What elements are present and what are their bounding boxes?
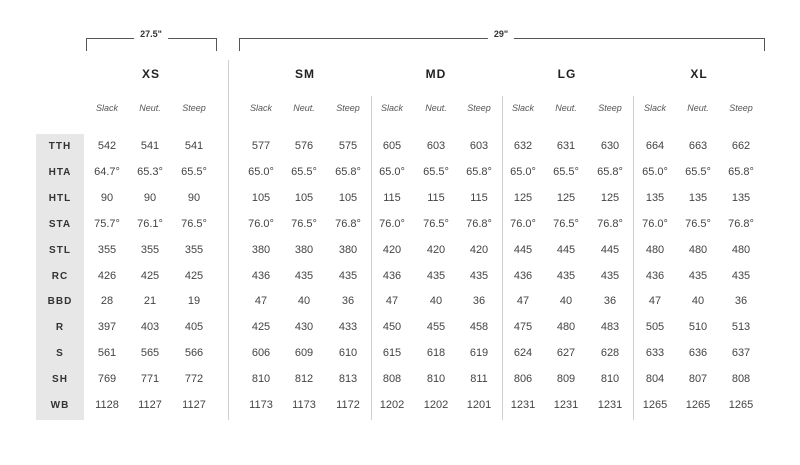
table-cell: 631 xyxy=(556,140,576,152)
table-cell: 808 xyxy=(382,373,402,386)
table-cell: 76.5° xyxy=(291,217,317,230)
table-cell: 135 xyxy=(688,191,708,204)
table-cell: 47 xyxy=(385,295,399,308)
table-cell: 380 xyxy=(294,243,314,256)
setting-header: Steep xyxy=(336,103,360,113)
table-cell: 1265 xyxy=(642,399,668,411)
table-cell: 21 xyxy=(143,295,157,308)
table-cell: 75.7° xyxy=(94,217,120,230)
table-cell: 64.7° xyxy=(94,165,120,178)
table-cell: 609 xyxy=(294,347,314,360)
table-cell: 430 xyxy=(294,321,314,334)
table-cell: 542 xyxy=(97,140,117,152)
size-header: MD xyxy=(425,67,447,81)
table-cell: 627 xyxy=(556,347,576,360)
table-cell: 480 xyxy=(688,243,708,256)
size-header: XL xyxy=(690,67,708,81)
row-label: S xyxy=(56,348,64,360)
wheel-divider xyxy=(228,60,229,420)
table-cell: 435 xyxy=(469,269,489,282)
table-cell: 40 xyxy=(429,295,443,308)
table-cell: 435 xyxy=(294,269,314,282)
table-cell: 619 xyxy=(469,347,489,360)
table-cell: 425 xyxy=(251,321,271,334)
table-cell: 505 xyxy=(645,321,665,334)
table-cell: 135 xyxy=(731,191,751,204)
table-cell: 115 xyxy=(470,191,488,204)
row-label: HTA xyxy=(48,166,72,178)
table-cell: 771 xyxy=(140,373,160,386)
table-cell: 480 xyxy=(645,243,665,256)
size-header: SM xyxy=(295,67,315,81)
row-label: R xyxy=(55,322,65,334)
table-cell: 450 xyxy=(382,321,402,334)
table-cell: 65.3° xyxy=(137,165,163,178)
setting-header: Neut. xyxy=(555,103,577,113)
table-cell: 125 xyxy=(600,191,620,204)
table-cell: 76.8° xyxy=(597,217,623,230)
table-cell: 445 xyxy=(513,243,533,256)
table-cell: 445 xyxy=(600,243,620,256)
table-cell: 565 xyxy=(140,347,160,360)
table-cell: 561 xyxy=(97,347,117,360)
table-cell: 813 xyxy=(338,373,358,386)
table-cell: 40 xyxy=(297,295,311,308)
table-cell: 605 xyxy=(382,140,402,152)
table-cell: 420 xyxy=(469,243,489,256)
table-cell: 65.8° xyxy=(597,165,623,178)
table-cell: 483 xyxy=(600,321,620,334)
table-cell: 76.5° xyxy=(553,217,579,230)
table-cell: 47 xyxy=(648,295,662,308)
table-cell: 405 xyxy=(184,321,204,334)
table-cell: 105 xyxy=(338,191,358,204)
table-cell: 420 xyxy=(382,243,402,256)
table-cell: 90 xyxy=(187,191,201,204)
table-cell: 65.0° xyxy=(510,165,536,178)
table-cell: 436 xyxy=(382,269,402,282)
table-cell: 445 xyxy=(556,243,576,256)
size-header: LG xyxy=(557,67,577,81)
table-cell: 637 xyxy=(731,347,751,360)
table-cell: 610 xyxy=(338,347,358,360)
table-cell: 76.5° xyxy=(685,217,711,230)
table-cell: 435 xyxy=(731,269,751,282)
table-cell: 397 xyxy=(97,321,117,334)
table-cell: 90 xyxy=(100,191,114,204)
table-cell: 435 xyxy=(600,269,620,282)
table-cell: 36 xyxy=(603,295,617,308)
row-label: BBD xyxy=(47,296,73,308)
table-cell: 811 xyxy=(470,373,488,386)
size-header: XS xyxy=(141,67,161,81)
table-cell: 40 xyxy=(691,295,705,308)
table-cell: 76.0° xyxy=(642,217,668,230)
table-cell: 1231 xyxy=(597,399,623,411)
table-cell: 433 xyxy=(338,321,358,334)
table-cell: 769 xyxy=(97,373,117,386)
table-cell: 809 xyxy=(556,373,576,386)
table-cell: 425 xyxy=(184,269,204,282)
table-cell: 355 xyxy=(184,243,204,256)
table-cell: 807 xyxy=(688,373,708,386)
table-cell: 664 xyxy=(645,140,665,152)
table-cell: 76.5° xyxy=(423,217,449,230)
row-label: STA xyxy=(48,218,72,230)
table-cell: 630 xyxy=(600,140,620,152)
table-cell: 663 xyxy=(688,140,708,152)
table-cell: 65.5° xyxy=(553,165,579,178)
table-cell: 615 xyxy=(382,347,402,360)
table-cell: 603 xyxy=(426,140,446,152)
table-cell: 810 xyxy=(426,373,446,386)
table-cell: 436 xyxy=(645,269,665,282)
bracket-27-5 xyxy=(86,38,217,51)
table-cell: 435 xyxy=(688,269,708,282)
table-cell: 65.5° xyxy=(181,165,207,178)
table-cell: 47 xyxy=(516,295,530,308)
table-cell: 576 xyxy=(294,140,314,152)
table-cell: 618 xyxy=(426,347,446,360)
table-cell: 76.1° xyxy=(137,217,163,230)
table-cell: 810 xyxy=(251,373,271,386)
table-cell: 65.8° xyxy=(728,165,754,178)
table-cell: 1172 xyxy=(336,399,360,411)
row-label: TTH xyxy=(48,141,72,152)
table-cell: 47 xyxy=(254,295,268,308)
table-cell: 65.8° xyxy=(335,165,361,178)
table-cell: 40 xyxy=(559,295,573,308)
table-cell: 480 xyxy=(731,243,751,256)
row-label: WB xyxy=(50,400,70,411)
group-label-29: 29" xyxy=(488,29,514,39)
table-cell: 76.8° xyxy=(335,217,361,230)
table-cell: 36 xyxy=(472,295,486,308)
setting-header: Slack xyxy=(511,103,535,113)
table-cell: 1202 xyxy=(379,399,405,411)
table-cell: 76.0° xyxy=(379,217,405,230)
table-cell: 566 xyxy=(184,347,204,360)
table-cell: 425 xyxy=(140,269,160,282)
setting-header: Slack xyxy=(249,103,273,113)
table-cell: 1127 xyxy=(138,399,162,411)
table-cell: 1202 xyxy=(423,399,449,411)
size-divider xyxy=(502,96,503,420)
table-cell: 355 xyxy=(140,243,160,256)
table-cell: 65.0° xyxy=(642,165,668,178)
table-cell: 105 xyxy=(251,191,271,204)
table-cell: 662 xyxy=(731,140,751,152)
table-cell: 76.5° xyxy=(181,217,207,230)
table-cell: 1201 xyxy=(466,399,492,411)
setting-header: Neut. xyxy=(687,103,709,113)
table-cell: 603 xyxy=(469,140,489,152)
table-cell: 1127 xyxy=(182,399,206,411)
table-cell: 115 xyxy=(427,191,445,204)
table-cell: 435 xyxy=(338,269,358,282)
table-cell: 480 xyxy=(556,321,576,334)
setting-header: Steep xyxy=(182,103,206,113)
table-cell: 65.0° xyxy=(248,165,274,178)
size-divider xyxy=(633,96,634,420)
table-cell: 65.5° xyxy=(685,165,711,178)
row-label: RC xyxy=(51,270,69,282)
table-cell: 436 xyxy=(251,269,271,282)
setting-header: Steep xyxy=(467,103,491,113)
table-cell: 806 xyxy=(513,373,533,386)
table-cell: 380 xyxy=(251,243,271,256)
table-cell: 76.8° xyxy=(466,217,492,230)
setting-header: Neut. xyxy=(139,103,161,113)
table-cell: 19 xyxy=(187,295,201,308)
table-cell: 475 xyxy=(513,321,533,334)
setting-header: Slack xyxy=(643,103,667,113)
table-cell: 632 xyxy=(513,140,533,152)
table-cell: 125 xyxy=(513,191,533,204)
table-cell: 65.5° xyxy=(423,165,449,178)
table-cell: 812 xyxy=(294,373,314,386)
table-cell: 458 xyxy=(469,321,489,334)
row-label: SH xyxy=(52,374,68,386)
table-cell: 76.0° xyxy=(248,217,274,230)
setting-header: Neut. xyxy=(425,103,447,113)
table-cell: 1128 xyxy=(95,399,119,411)
row-label: HTL xyxy=(48,192,72,204)
table-cell: 65.8° xyxy=(466,165,492,178)
bracket-29 xyxy=(239,38,765,51)
table-cell: 1231 xyxy=(553,399,579,411)
table-cell: 36 xyxy=(734,295,748,308)
table-cell: 436 xyxy=(513,269,533,282)
table-cell: 772 xyxy=(184,373,204,386)
table-cell: 808 xyxy=(731,373,751,386)
table-cell: 76.0° xyxy=(510,217,536,230)
table-cell: 1231 xyxy=(510,399,536,411)
table-cell: 28 xyxy=(100,295,114,308)
row-label: STL xyxy=(49,244,71,256)
table-cell: 380 xyxy=(338,243,358,256)
table-cell: 435 xyxy=(556,269,576,282)
table-cell: 810 xyxy=(600,373,620,386)
table-cell: 606 xyxy=(251,347,271,360)
table-cell: 435 xyxy=(426,269,446,282)
table-cell: 541 xyxy=(140,140,160,152)
table-cell: 76.8° xyxy=(728,217,754,230)
setting-header: Steep xyxy=(598,103,622,113)
table-cell: 624 xyxy=(513,347,533,360)
table-cell: 403 xyxy=(140,321,160,334)
table-cell: 65.5° xyxy=(291,165,317,178)
table-cell: 628 xyxy=(600,347,620,360)
setting-header: Slack xyxy=(95,103,119,113)
table-cell: 1173 xyxy=(292,399,316,411)
table-cell: 513 xyxy=(731,321,751,334)
table-cell: 636 xyxy=(688,347,708,360)
table-cell: 577 xyxy=(251,140,271,152)
table-cell: 65.0° xyxy=(379,165,405,178)
table-cell: 541 xyxy=(184,140,204,152)
table-cell: 426 xyxy=(97,269,117,282)
setting-header: Neut. xyxy=(293,103,315,113)
table-cell: 115 xyxy=(383,191,401,204)
group-label-27-5: 27.5" xyxy=(134,29,168,39)
setting-header: Slack xyxy=(380,103,404,113)
table-cell: 105 xyxy=(294,191,314,204)
table-cell: 420 xyxy=(426,243,446,256)
table-cell: 125 xyxy=(556,191,576,204)
table-cell: 1265 xyxy=(685,399,711,411)
table-cell: 510 xyxy=(688,321,708,334)
table-cell: 455 xyxy=(426,321,446,334)
table-cell: 575 xyxy=(338,140,358,152)
table-cell: 804 xyxy=(645,373,665,386)
table-cell: 36 xyxy=(341,295,355,308)
table-cell: 90 xyxy=(143,191,157,204)
table-cell: 1265 xyxy=(728,399,754,411)
setting-header: Steep xyxy=(729,103,753,113)
table-cell: 135 xyxy=(645,191,665,204)
size-divider xyxy=(371,96,372,420)
table-cell: 1173 xyxy=(249,399,273,411)
table-cell: 633 xyxy=(645,347,665,360)
table-cell: 355 xyxy=(97,243,117,256)
